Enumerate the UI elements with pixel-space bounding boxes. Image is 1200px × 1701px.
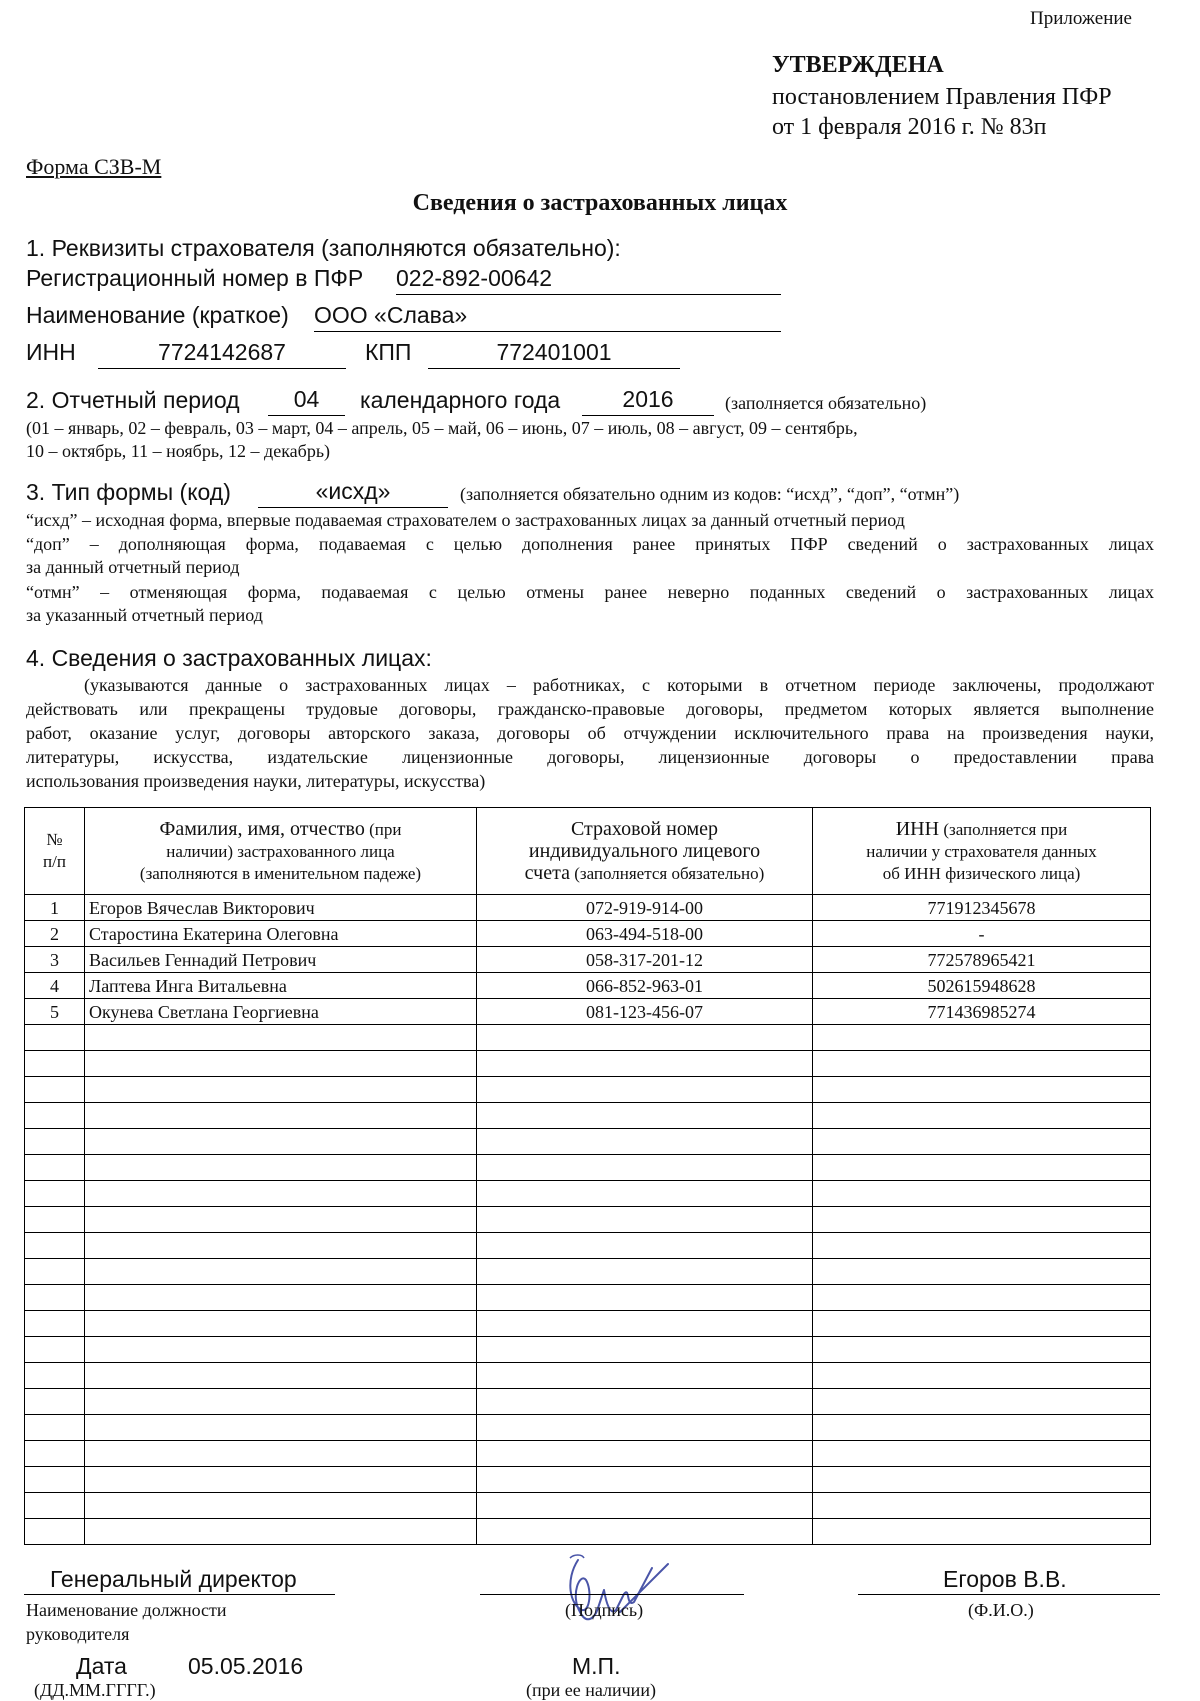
fio-label: (Ф.И.О.) bbox=[968, 1600, 1034, 1620]
empty-cell bbox=[477, 1207, 813, 1233]
empty-cell bbox=[25, 1337, 85, 1363]
row-fio: Окунева Светлана Георгиевна bbox=[85, 999, 477, 1025]
col-inn-header bbox=[813, 808, 1151, 895]
empty-cell bbox=[813, 1207, 1151, 1233]
empty-cell bbox=[85, 1025, 477, 1051]
col-fio-header-c: (заполняются в именительном падеже) bbox=[139, 863, 422, 883]
approved-stamp: УТВЕРЖДЕНА bbox=[772, 52, 944, 78]
empty-cell bbox=[813, 1181, 1151, 1207]
col-snils-header-c-small: (заполняется обязательно) bbox=[574, 863, 765, 883]
empty-cell bbox=[25, 1311, 85, 1337]
col-number-header-b: п/п bbox=[43, 852, 66, 871]
empty-cell bbox=[477, 1025, 813, 1051]
table-header-row bbox=[25, 808, 1151, 895]
table-row-empty bbox=[25, 1337, 1151, 1363]
col-inn-header-a: ИНН bbox=[895, 817, 940, 840]
empty-cell bbox=[85, 1311, 477, 1337]
empty-cell bbox=[85, 1389, 477, 1415]
col-inn-header-b: наличии у страхователя данных bbox=[866, 841, 1097, 861]
position-label-2: руководителя bbox=[26, 1624, 130, 1644]
empty-cell bbox=[25, 1051, 85, 1077]
empty-cell bbox=[25, 1129, 85, 1155]
row-snils: 066-852-963-01 bbox=[477, 973, 813, 999]
period-field: 04 bbox=[268, 386, 345, 416]
position-value: Генеральный директор bbox=[50, 1566, 297, 1592]
row-inn: 771912345678 bbox=[813, 895, 1151, 921]
empty-cell bbox=[477, 1155, 813, 1181]
empty-cell bbox=[813, 1129, 1151, 1155]
form-name: Форма СЗВ-М bbox=[26, 154, 162, 179]
empty-cell bbox=[85, 1155, 477, 1181]
form-type-desc-4: “отмн” – отменяющая форма, подаваемая с целью отмены ранее неверно поданных сведений о застрахованных лицах bbox=[26, 582, 1154, 602]
empty-cell bbox=[85, 1051, 477, 1077]
empty-cell bbox=[477, 1077, 813, 1103]
empty-cell bbox=[25, 1155, 85, 1181]
reg-number-field bbox=[396, 265, 781, 295]
empty-cell bbox=[477, 1363, 813, 1389]
period-note: (заполняется обязательно) bbox=[725, 393, 927, 413]
inn-field: 7724142687 bbox=[98, 339, 346, 369]
section4-desc-5: использования произведения науки, литературы, искусства) bbox=[26, 771, 486, 791]
empty-cell bbox=[25, 1207, 85, 1233]
row-fio: Егоров Вячеслав Викторович bbox=[85, 895, 477, 921]
col-inn-header-a-small: (заполняется при bbox=[943, 819, 1068, 839]
empty-cell bbox=[813, 1337, 1151, 1363]
empty-cell bbox=[25, 1259, 85, 1285]
empty-cell bbox=[813, 1233, 1151, 1259]
table-row-empty bbox=[25, 1363, 1151, 1389]
table-row-empty bbox=[25, 1519, 1151, 1545]
empty-cell bbox=[25, 1467, 85, 1493]
empty-cell bbox=[813, 1415, 1151, 1441]
empty-cell bbox=[25, 1025, 85, 1051]
stamp-note: (при ее наличии) bbox=[526, 1680, 656, 1700]
empty-cell bbox=[813, 1077, 1151, 1103]
row-number: 1 bbox=[25, 895, 85, 921]
empty-cell bbox=[477, 1493, 813, 1519]
section4-desc-2: действовать или прекращены трудовые договоры, гражданско-правовые договоры, предметом которых является выполнение bbox=[26, 699, 1154, 719]
position-label-1: Наименование должности bbox=[26, 1600, 227, 1620]
empty-cell bbox=[25, 1519, 85, 1545]
empty-cell bbox=[477, 1259, 813, 1285]
empty-cell bbox=[85, 1129, 477, 1155]
row-snils: 072-919-914-00 bbox=[477, 895, 813, 921]
table-row-empty bbox=[25, 1103, 1151, 1129]
date-value: 05.05.2016 bbox=[188, 1653, 304, 1679]
empty-cell bbox=[85, 1181, 477, 1207]
row-snils: 063-494-518-00 bbox=[477, 921, 813, 947]
table-row-empty bbox=[25, 1207, 1151, 1233]
year-label: календарного года bbox=[360, 387, 561, 413]
col-number-header bbox=[25, 808, 85, 895]
name-label: Наименование (краткое) bbox=[26, 302, 289, 328]
empty-cell bbox=[813, 1363, 1151, 1389]
section4-desc-1: (указываются данные о застрахованных лицах – работниках, с которыми в отчетном периоде заключены, продолжают bbox=[84, 675, 1154, 695]
table-row bbox=[25, 921, 1151, 947]
empty-cell bbox=[85, 1415, 477, 1441]
section1-heading: 1. Реквизиты страхователя (заполняются обязательно): bbox=[26, 235, 621, 261]
decree-line-1: постановлением Правления ПФР bbox=[772, 84, 1112, 110]
table-row-empty bbox=[25, 1493, 1151, 1519]
row-fio: Лаптева Инга Витальевна bbox=[85, 973, 477, 999]
empty-cell bbox=[85, 1493, 477, 1519]
empty-cell bbox=[85, 1519, 477, 1545]
empty-cell bbox=[813, 1051, 1151, 1077]
row-inn: 502615948628 bbox=[813, 973, 1151, 999]
row-number: 3 bbox=[25, 947, 85, 973]
empty-cell bbox=[477, 1129, 813, 1155]
row-snils: 058-317-201-12 bbox=[477, 947, 813, 973]
col-snils-header-c: счета bbox=[524, 861, 570, 884]
table-row-empty bbox=[25, 1311, 1151, 1337]
table-row-empty bbox=[25, 1259, 1151, 1285]
col-snils-header bbox=[477, 808, 813, 895]
empty-cell bbox=[813, 1285, 1151, 1311]
empty-cell bbox=[85, 1077, 477, 1103]
empty-cell bbox=[85, 1259, 477, 1285]
table-row-empty bbox=[25, 1025, 1151, 1051]
empty-cell bbox=[25, 1233, 85, 1259]
fio-underline bbox=[858, 1594, 1160, 1595]
section4-desc-3: работ, оказание услуг, договоры авторского заказа, договоры об отчуждении исключительного права на произведения науки, bbox=[26, 723, 1154, 743]
reg-number-label: Регистрационный номер в ПФР bbox=[26, 265, 364, 291]
empty-cell bbox=[25, 1285, 85, 1311]
empty-cell bbox=[813, 1025, 1151, 1051]
empty-cell bbox=[813, 1103, 1151, 1129]
table-row-empty bbox=[25, 1415, 1151, 1441]
table-row bbox=[25, 947, 1151, 973]
row-fio: Васильев Геннадий Петрович bbox=[85, 947, 477, 973]
kpp-label: КПП bbox=[365, 339, 412, 365]
table-row-empty bbox=[25, 1155, 1151, 1181]
table-row-empty bbox=[25, 1129, 1151, 1155]
col-fio-header-b: наличии) застрахованного лица bbox=[166, 841, 395, 861]
table-row-empty bbox=[25, 1233, 1151, 1259]
form-type-note: (заполняется обязательно одним из кодов: “исхд”, “доп”, “отмн”) bbox=[460, 484, 960, 504]
empty-cell bbox=[477, 1467, 813, 1493]
fio-value: Егоров В.В. bbox=[943, 1566, 1067, 1592]
empty-cell bbox=[477, 1441, 813, 1467]
empty-cell bbox=[477, 1311, 813, 1337]
col-fio-header bbox=[85, 808, 477, 895]
empty-cell bbox=[477, 1389, 813, 1415]
empty-cell bbox=[85, 1233, 477, 1259]
row-number: 4 bbox=[25, 973, 85, 999]
date-format-label: (ДД.ММ.ГГГГ.) bbox=[34, 1680, 156, 1700]
section4-heading: 4. Сведения о застрахованных лицах: bbox=[26, 645, 432, 671]
empty-cell bbox=[85, 1103, 477, 1129]
row-inn: 771436985274 bbox=[813, 999, 1151, 1025]
empty-cell bbox=[813, 1259, 1151, 1285]
row-inn: 772578965421 bbox=[813, 947, 1151, 973]
stamp-label: М.П. bbox=[572, 1653, 621, 1679]
empty-cell bbox=[813, 1493, 1151, 1519]
form-type-desc-1: “исхд” – исходная форма, впервые подаваемая страхователем о застрахованных лицах за данный отчетный период bbox=[26, 510, 905, 530]
table-row-empty bbox=[25, 1077, 1151, 1103]
empty-cell bbox=[813, 1389, 1151, 1415]
position-underline bbox=[24, 1594, 335, 1595]
table-body bbox=[25, 895, 1151, 1545]
period-label: 2. Отчетный период bbox=[26, 387, 240, 413]
empty-cell bbox=[25, 1363, 85, 1389]
empty-cell bbox=[477, 1181, 813, 1207]
empty-cell bbox=[25, 1389, 85, 1415]
table-row-empty bbox=[25, 1467, 1151, 1493]
table-row-empty bbox=[25, 1441, 1151, 1467]
date-label: Дата bbox=[76, 1653, 127, 1679]
empty-cell bbox=[85, 1207, 477, 1233]
months-legend-2: 10 – октябрь, 11 – ноябрь, 12 – декабрь) bbox=[26, 441, 331, 461]
form-type-field: «исхд» bbox=[258, 478, 448, 508]
empty-cell bbox=[813, 1467, 1151, 1493]
empty-cell bbox=[477, 1051, 813, 1077]
empty-cell bbox=[85, 1337, 477, 1363]
page-title: Сведения о застрахованных лицах bbox=[412, 190, 788, 216]
form-type-desc-2: “доп” – дополняющая форма, подаваемая с целью дополнения ранее принятых ПФР сведений о застрахованных лицах bbox=[26, 534, 1154, 554]
row-inn: - bbox=[813, 921, 1151, 947]
empty-cell bbox=[85, 1363, 477, 1389]
col-number-header-a: № bbox=[46, 830, 63, 849]
empty-cell bbox=[477, 1337, 813, 1363]
empty-cell bbox=[477, 1285, 813, 1311]
row-number: 5 bbox=[25, 999, 85, 1025]
insured-persons-table bbox=[24, 807, 1151, 1545]
name-field bbox=[314, 302, 781, 332]
empty-cell bbox=[25, 1077, 85, 1103]
form-type-desc-3: за данный отчетный период bbox=[26, 557, 240, 577]
empty-cell bbox=[477, 1233, 813, 1259]
table-row-empty bbox=[25, 1181, 1151, 1207]
col-snils-header-b: индивидуального лицевого bbox=[528, 839, 761, 862]
empty-cell bbox=[85, 1441, 477, 1467]
empty-cell bbox=[813, 1519, 1151, 1545]
col-fio-header-a-small: (при bbox=[369, 819, 402, 839]
kpp-field: 772401001 bbox=[428, 339, 680, 369]
empty-cell bbox=[85, 1467, 477, 1493]
col-fio-header-a: Фамилия, имя, отчество bbox=[159, 817, 365, 840]
row-fio: Старостина Екатерина Олеговна bbox=[85, 921, 477, 947]
empty-cell bbox=[477, 1519, 813, 1545]
empty-cell bbox=[25, 1181, 85, 1207]
col-snils-header-a: Страховой номер bbox=[570, 817, 719, 840]
empty-cell bbox=[813, 1155, 1151, 1181]
table-row bbox=[25, 973, 1151, 999]
row-number: 2 bbox=[25, 921, 85, 947]
table-row bbox=[25, 895, 1151, 921]
row-snils: 081-123-456-07 bbox=[477, 999, 813, 1025]
empty-cell bbox=[85, 1285, 477, 1311]
signature-label: (Подпись) bbox=[565, 1600, 644, 1620]
empty-cell bbox=[25, 1103, 85, 1129]
table-row-empty bbox=[25, 1285, 1151, 1311]
empty-cell bbox=[25, 1441, 85, 1467]
table-row-empty bbox=[25, 1051, 1151, 1077]
signature-underline bbox=[480, 1594, 744, 1595]
form-type-label: 3. Тип формы (код) bbox=[26, 479, 231, 505]
table-row bbox=[25, 999, 1151, 1025]
empty-cell bbox=[477, 1103, 813, 1129]
empty-cell bbox=[25, 1493, 85, 1519]
appendix-label: Приложение bbox=[1030, 8, 1132, 29]
form-type-desc-5: за указанный отчетный период bbox=[26, 605, 263, 625]
col-inn-header-c: об ИНН физического лица) bbox=[882, 863, 1081, 883]
empty-cell bbox=[813, 1441, 1151, 1467]
table-row-empty bbox=[25, 1389, 1151, 1415]
year-field: 2016 bbox=[582, 386, 714, 416]
section4-desc-4: литературы, искусства, издательские лицензионные договоры, лицензионные договоры о предоставлении права bbox=[26, 747, 1154, 767]
inn-label: ИНН bbox=[26, 339, 76, 365]
decree-line-2: от 1 февраля 2016 г. № 83п bbox=[772, 114, 1047, 140]
reg-number-value: 022-892-00642 bbox=[396, 265, 553, 291]
empty-cell bbox=[813, 1311, 1151, 1337]
empty-cell bbox=[25, 1415, 85, 1441]
empty-cell bbox=[477, 1415, 813, 1441]
name-value: ООО «Слава» bbox=[314, 302, 468, 328]
months-legend-1: (01 – январь, 02 – февраль, 03 – март, 04 – апрель, 05 – май, 06 – июнь, 07 – июль, 08 – август, 09 – сентябрь, bbox=[26, 418, 858, 438]
